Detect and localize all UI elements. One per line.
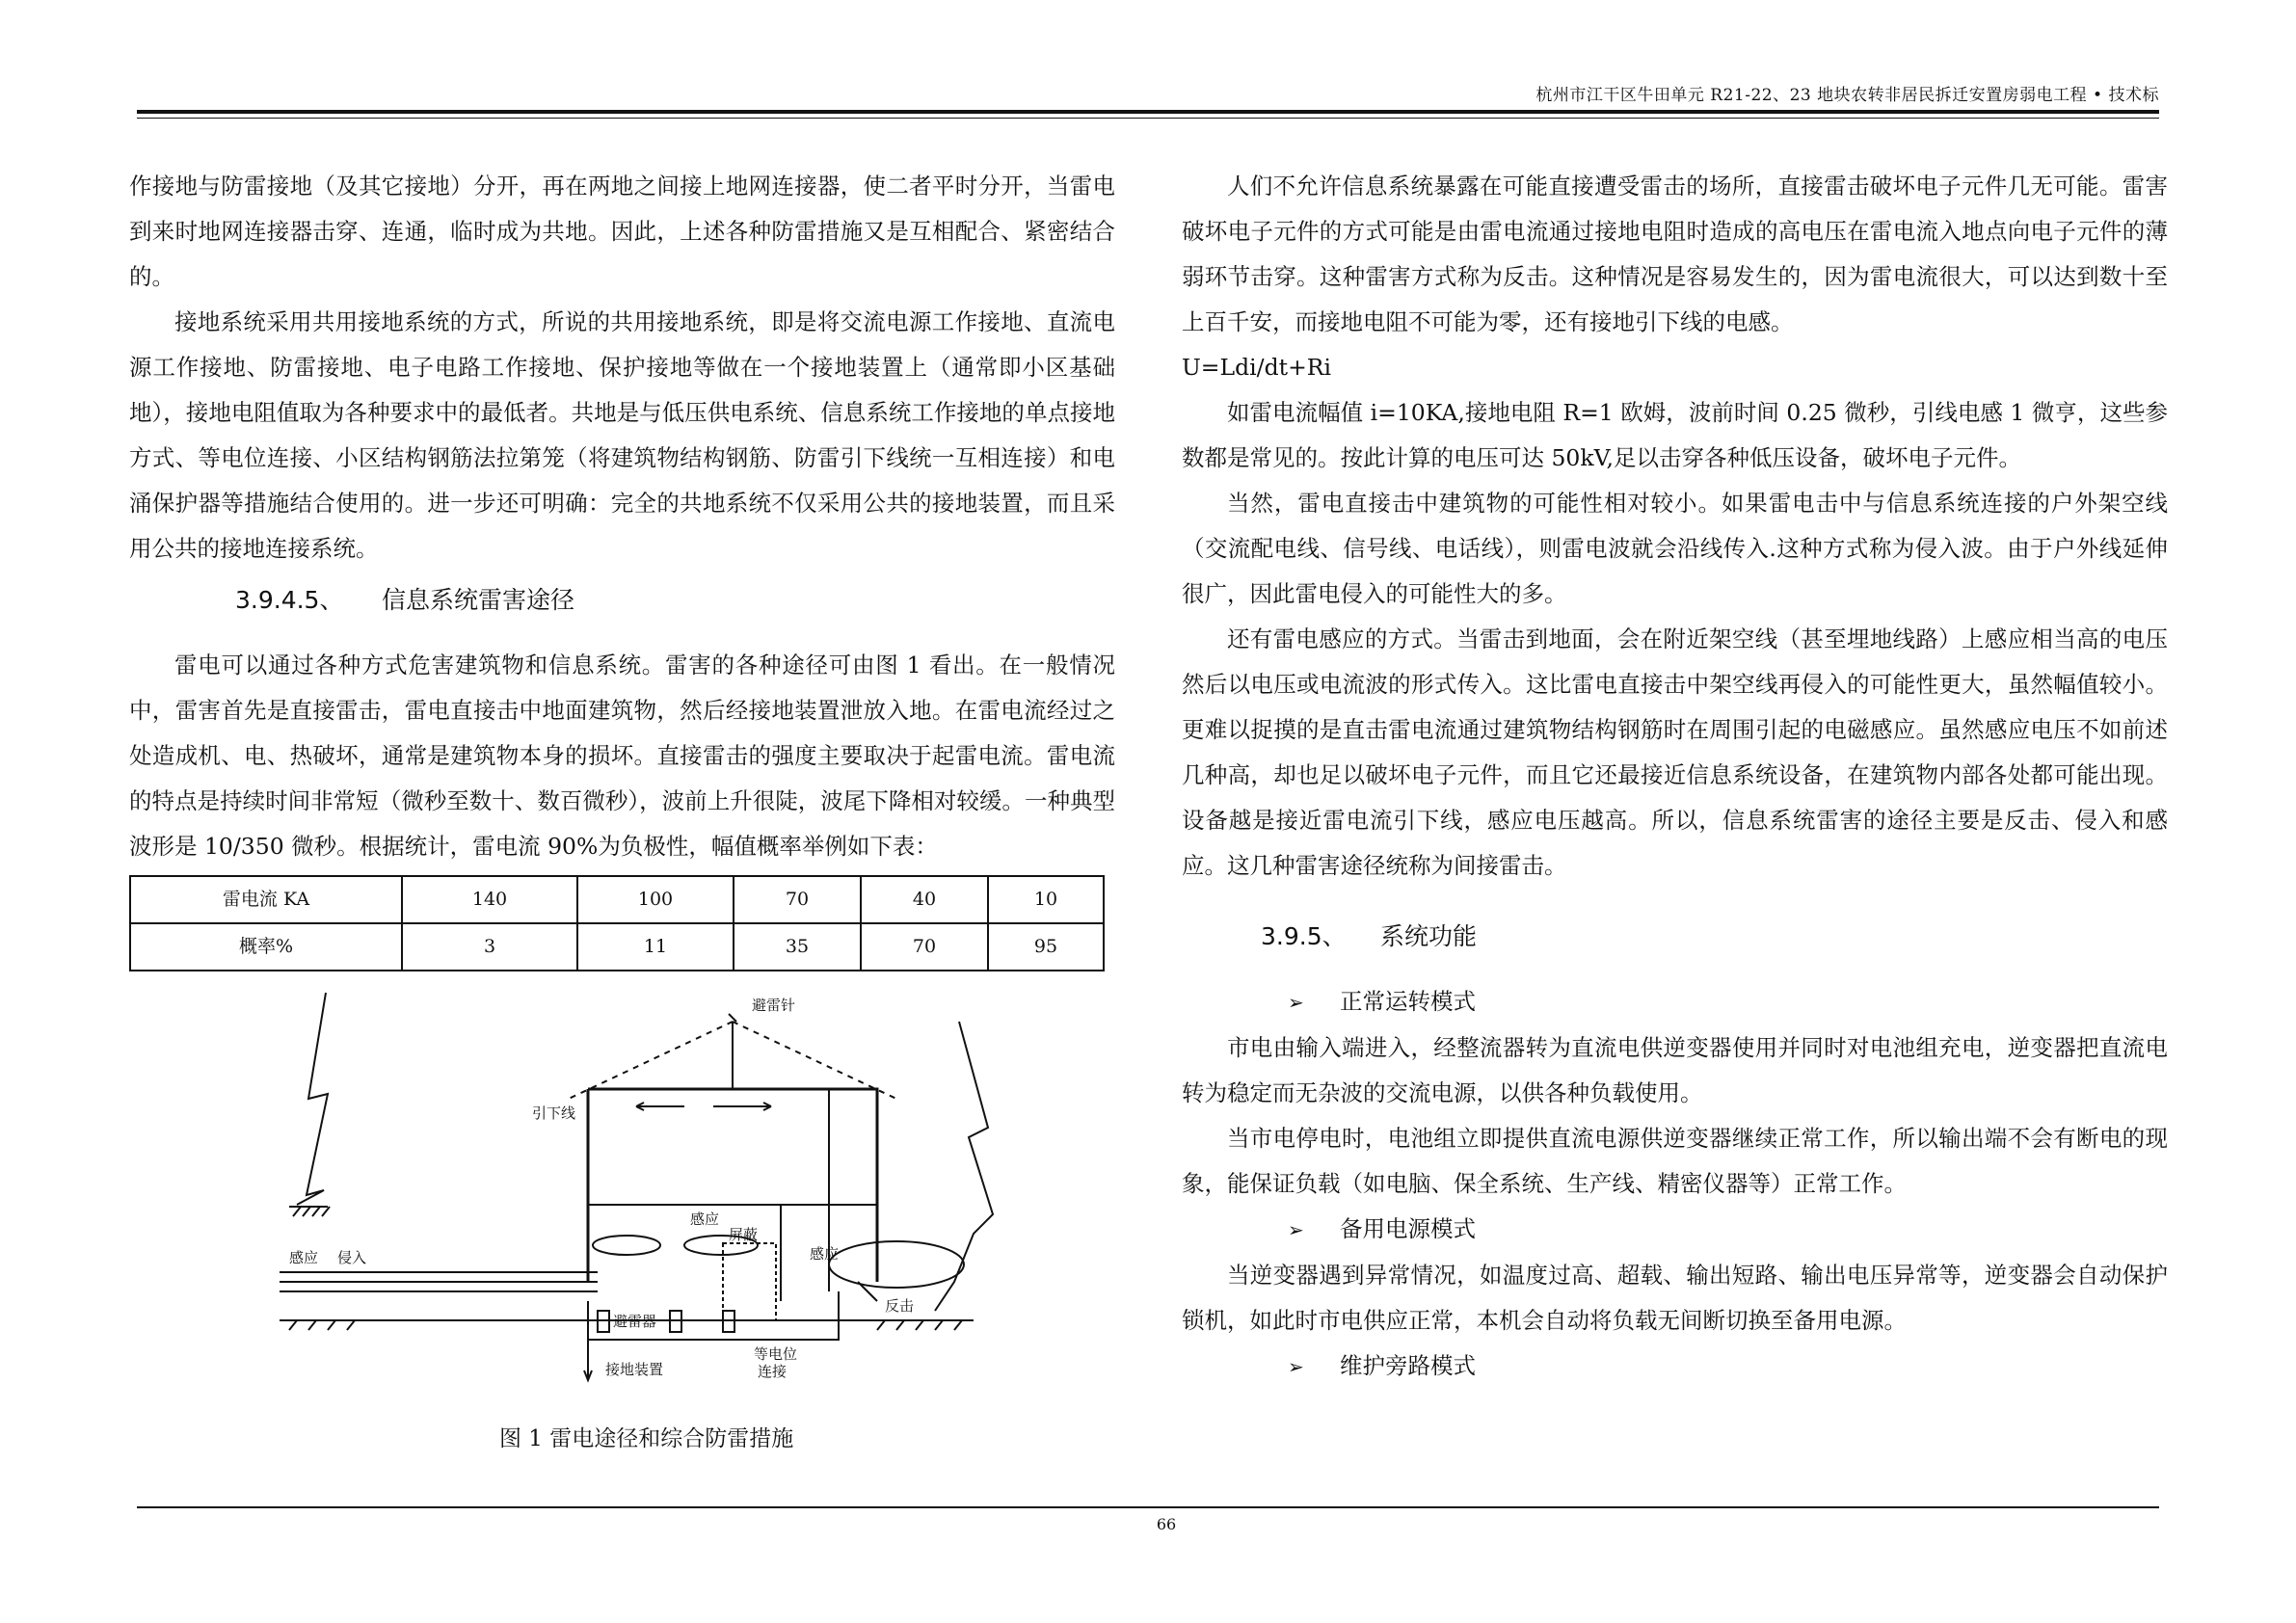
header-rule — [137, 110, 2159, 114]
bullet-item: ➢ 备用电源模式 — [1182, 1207, 2168, 1253]
label-intrusion: 侵入 — [337, 1249, 367, 1266]
header-title: 杭州市江干区牛田单元 R21-22、23 地块农转非居民拆迁安置房弱电工程 • 技术标 — [1535, 86, 2159, 105]
paragraph: 接地系统采用共用接地系统的方式，所说的共用接地系统，即是将交流电源工作接地、直流电源工作接地、防雷接地、电子电路工作接地、保护接地等做在一个接地装置上（通常即小区基础地），接地电阻值取为各种要求中的最低者。共地是与低压供电系统、信息系统工作接地的单点接地方式、等电位连接、小区结构钢筋法拉第笼（将建筑物结构钢筋、防雷引下线统一互相连接）和电涌保护器等措施结合使用的。进一步还可明确：完全的共地系统不仅采用公共的接地装置，而且采用公共的接地连接系统。 — [129, 308, 1115, 562]
table-cell: 95 — [988, 923, 1104, 971]
section-title: 信息系统雷害途径 — [382, 586, 575, 614]
table-cell: 3 — [402, 923, 577, 971]
label-back-flash: 反击 — [885, 1297, 915, 1315]
paragraph: 市电由输入端进入，经整流器转为直流电供逆变器使用并同时对电池组充电，逆变器把直流电转为稳定而无杂波的交流电源，以供各种负载使用。 — [1182, 1034, 2168, 1106]
formula: U=Ldi/dt+Ri — [1182, 354, 1331, 381]
section-heading — [235, 581, 1115, 620]
bullet-arrow-icon: ➢ — [1288, 991, 1304, 1014]
paragraph: 还有雷电感应的方式。当雷击到地面，会在附近架空线（甚至埋地线路）上感应相当高的电压然后以电压或电流波的形式传入。这比雷电直接击中架空线再侵入的可能性更大，虽然幅值较小。更难以捉摸的是直击雷电流通过建筑物结构钢筋时在周围引起的电磁感应。虽然感应电压不如前述几种高，却也足以破坏电子元件，而且它还最接近信息系统设备，在建筑物内部各处都可能出现。设备越是接近雷电流引下线，感应电压越高。所以，信息系统雷害的途径主要是反击、侵入和感应。这几种雷害途径统称为间接雷击。 — [1182, 625, 2168, 879]
right-column — [1182, 164, 2168, 1390]
paragraph: 当市电停电时，电池组立即提供直流电源供逆变器继续正常工作，所以输出端不会有断电的现象，能保证负载（如电脑、保全系统、生产线、精密仪器等）正常工作。 — [1182, 1125, 2168, 1197]
bullet-item: ➢ 正常运转模式 — [1182, 979, 2168, 1025]
table-cell: 70 — [861, 923, 988, 971]
paragraph: 人们不允许信息系统暴露在可能直接遭受雷击的场所，直接雷击破坏电子元件几无可能。雷害破坏电子元件的方式可能是由雷电流通过接地电阻时造成的高电压在雷电流入地点向电子元件的薄弱环节击穿。这种雷害方式称为反击。这种情况是容易发生的，因为雷电流很大，可以达到数十至上百千安，而接地电阻不可能为零，还有接地引下线的电感。 — [1182, 173, 2168, 335]
label-down-conductor: 引下线 — [532, 1104, 576, 1122]
table-cell: 雷电流 KA — [130, 876, 402, 923]
induction-ellipse — [593, 1236, 660, 1255]
paragraph: 雷电可以通过各种方式危害建筑物和信息系统。雷害的各种途径可由图 1 看出。在一般情况中，雷害首先是直接雷击，雷电直接击中地面建筑物，然后经接地装置泄放入地。在雷电流经过之处造成机、电、热破坏，通常是建筑物本身的损坏。直接雷击的强度主要取决于起雷电流。雷电流的特点是持续时间非常短（微秒至数十、数百微秒），波前上升很陡，波尾下降相对较缓。一种典型波形是 10/350 微秒。根据统计，雷电流 90%为负极性，幅值概率举例如下表： — [129, 652, 1115, 860]
section-title: 系统功能 — [1380, 922, 1478, 950]
table-cell: 概率% — [130, 923, 402, 971]
table-row — [130, 876, 1104, 923]
footer-rule — [137, 1506, 2159, 1508]
table-cell: 140 — [402, 876, 577, 923]
table-cell: 100 — [577, 876, 734, 923]
left-column — [129, 164, 1115, 971]
table-cell: 10 — [988, 876, 1104, 923]
lightning-protection-diagram — [280, 993, 1012, 1397]
label-shielding: 屏蔽 — [729, 1226, 759, 1243]
table-cell: 40 — [861, 876, 988, 923]
overhead-lines — [280, 1272, 598, 1291]
bullet-arrow-icon: ➢ — [1288, 1218, 1304, 1241]
paragraph: 当逆变器遇到异常情况，如温度过高、超载、输出短路、输出电压异常等，逆变器会自动保护锁机，如此时市电供应正常，本机会自动将负载无间断切换至备用电源。 — [1182, 1262, 2168, 1334]
label-arrester: 避雷器 — [613, 1313, 657, 1330]
figure-caption: 图 1 雷电途径和综合防雷措施 — [499, 1426, 794, 1451]
section-heading — [1261, 918, 2168, 956]
paragraph: 当然，雷电直接击中建筑物的可能性相对较小。如果雷电击中与信息系统连接的户外架空线（交流配电线、信号线、电话线），则雷电波就会沿线传入.这种方式称为侵入波。由于户外线延伸很广，因此雷电侵入的可能性大的多。 — [1182, 490, 2168, 607]
label-induction: 感应 — [810, 1245, 840, 1263]
bullet-arrow-icon: ➢ — [1288, 1355, 1304, 1378]
label-equipotential: 等电位 — [754, 1345, 798, 1363]
label-lightning-rod: 避雷针 — [752, 997, 796, 1014]
lightning-bolt-left — [297, 993, 328, 1205]
induction-ellipse — [829, 1241, 964, 1288]
label-induction: 感应 — [690, 1211, 720, 1228]
section-number: 3.9.5、 — [1261, 922, 1347, 950]
probability-table — [129, 875, 1105, 971]
table-cell: 70 — [734, 876, 861, 923]
header-rule-thin — [137, 118, 2159, 119]
page-number: 66 — [1156, 1515, 1177, 1533]
label-equipotential: 连接 — [758, 1363, 788, 1380]
table-row — [130, 923, 1104, 971]
bullet-item: ➢ 维护旁路模式 — [1182, 1344, 2168, 1390]
ground-hatch-left — [289, 1207, 330, 1216]
table-cell: 35 — [734, 923, 861, 971]
label-induction: 感应 — [289, 1249, 319, 1266]
paragraph: 作接地与防雷接地（及其它接地）分开，再在两地之间接上地网连接器，使二者平时分开，当雷电到来时地网连接器击穿、连通，临时成为共地。因此，上述各种防雷措施又是互相配合、紧密结合的。 — [129, 173, 1115, 290]
label-grounding: 接地装置 — [605, 1361, 664, 1378]
section-number: 3.9.4.5、 — [235, 586, 344, 614]
paragraph: 如雷电流幅值 i=10KA,接地电阻 R=1 欧姆，波前时间 0.25 微秒，引线电感 1 微亨，这些参数都是常见的。按此计算的电压可达 50kV,足以击穿各种低压设备，破坏电子元件。 — [1182, 399, 2168, 471]
table-cell: 11 — [577, 923, 734, 971]
